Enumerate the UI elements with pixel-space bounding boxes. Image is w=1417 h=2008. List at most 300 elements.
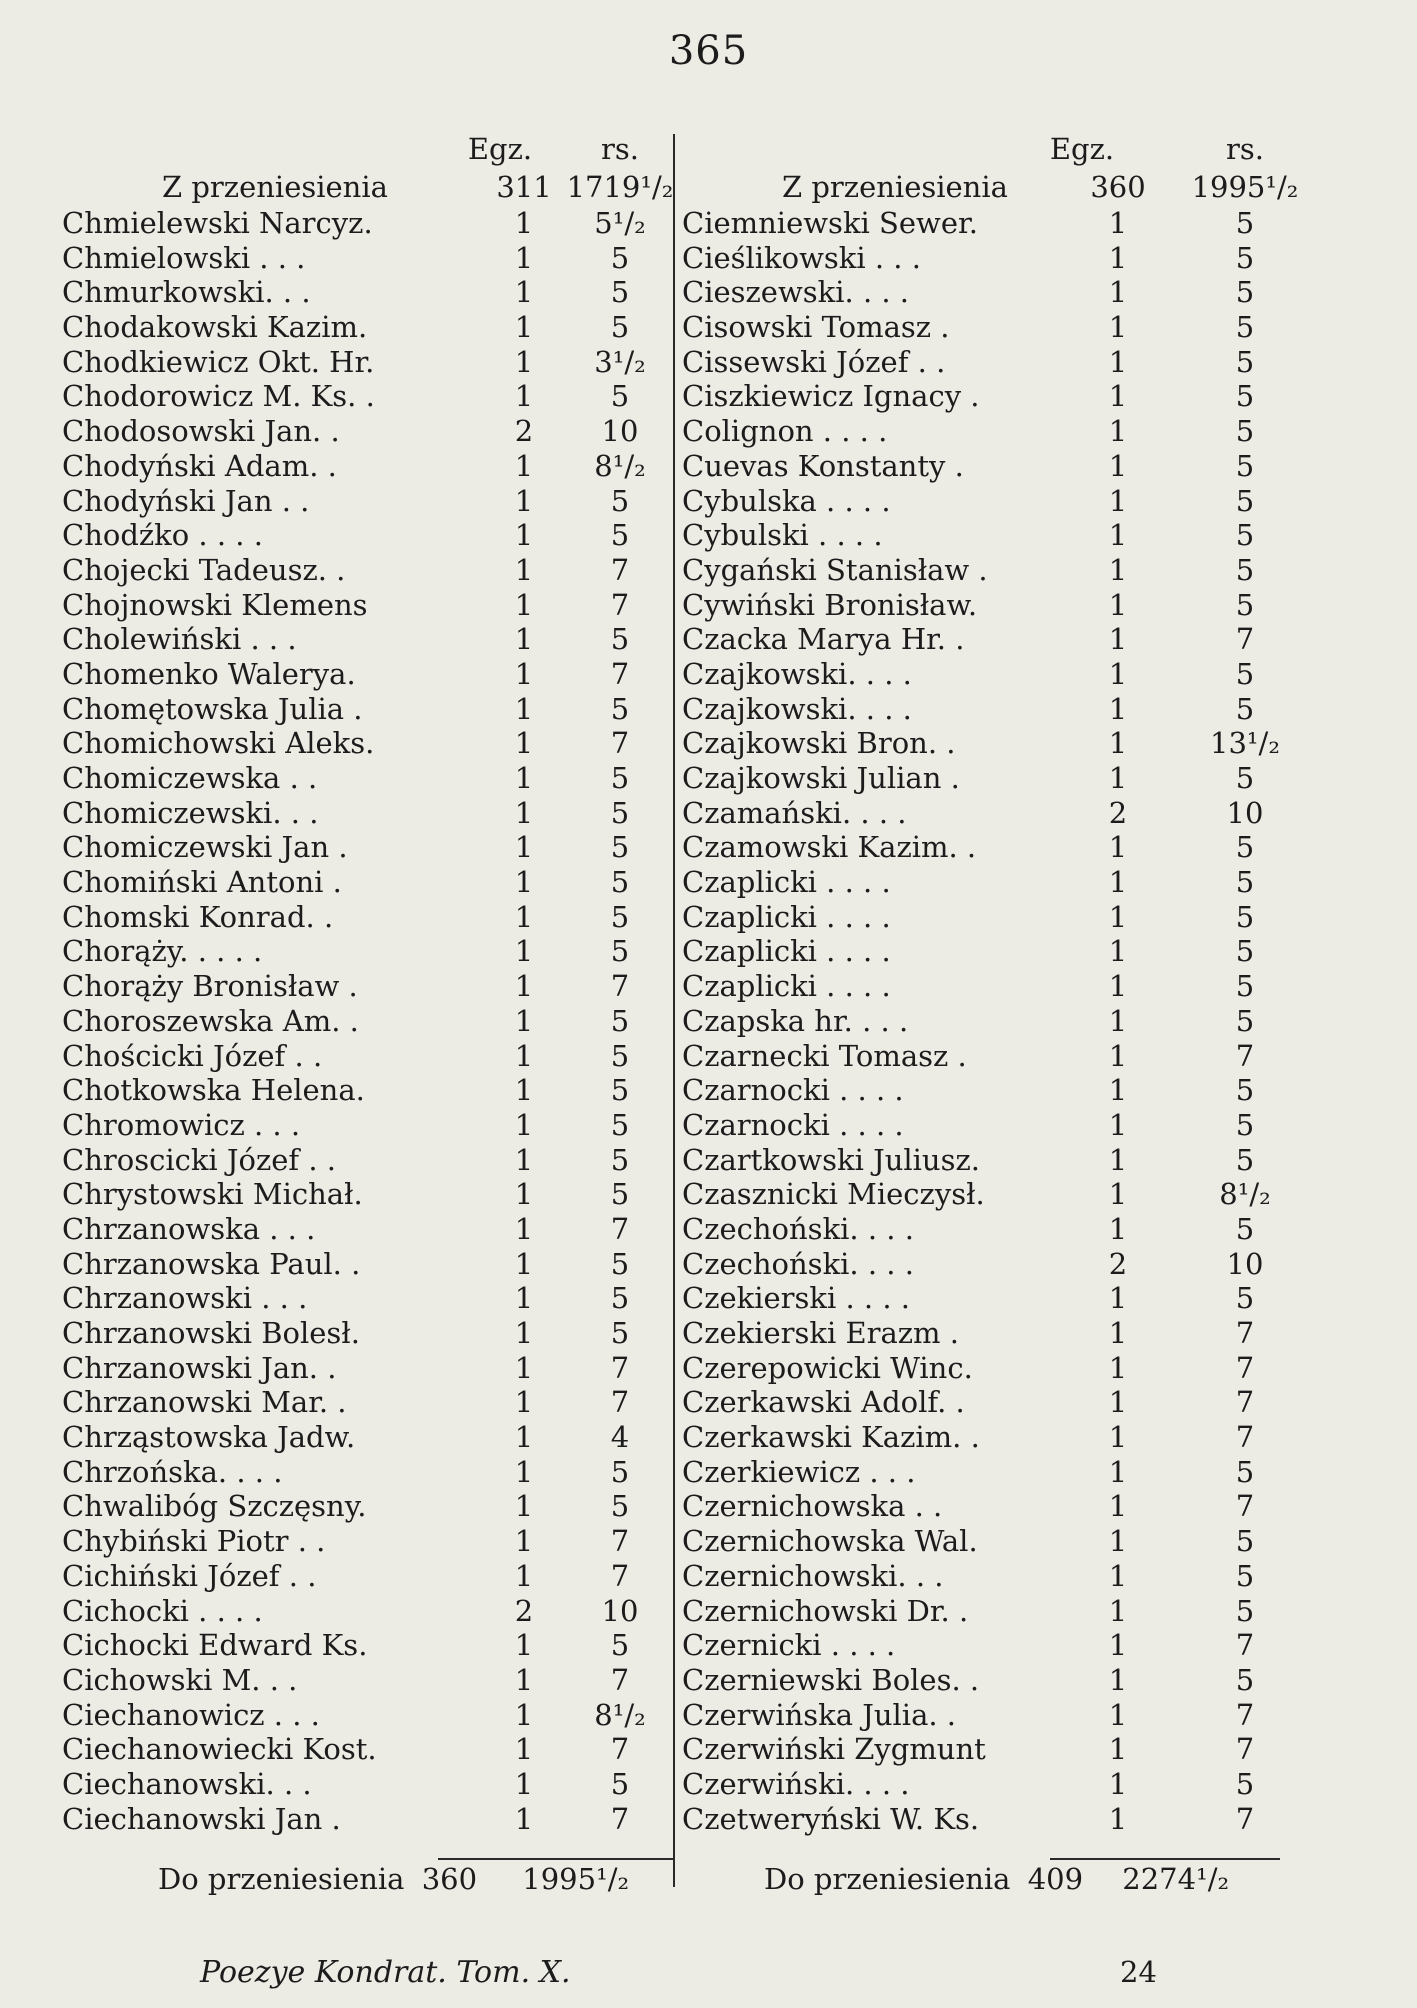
cell-egz: 1	[1108, 1558, 1128, 1593]
cell-egz: 1	[1108, 1697, 1128, 1732]
cell-rs: 5	[610, 1628, 630, 1663]
cell-rs: 7	[1235, 1420, 1255, 1455]
right-column	[682, 130, 1299, 1836]
right-header-rs: rs.	[1226, 132, 1264, 166]
cell-egz: 1	[514, 1281, 534, 1316]
cell-name: Ciechanowiecki Kost.	[62, 1732, 377, 1767]
cell-name: Czajkowski Julian .	[682, 761, 960, 795]
cell-name: Cieślikowski . . .	[682, 240, 921, 275]
table-row	[62, 241, 666, 276]
cell-rs: 5	[1235, 483, 1255, 518]
cell-name: Cybulska . . . .	[682, 483, 891, 518]
cell-egz: 1	[1108, 1454, 1128, 1489]
cell-egz: 2	[1108, 795, 1128, 830]
cell-rs: 5	[1235, 552, 1255, 587]
table-row	[62, 1559, 666, 1594]
cell-rs: 10	[601, 414, 639, 449]
cell-rs: 5	[1235, 1073, 1255, 1108]
cell-egz: 1	[514, 1142, 534, 1177]
cell-name: Czajkowski. . . .	[682, 691, 912, 726]
table-row	[682, 1281, 1294, 1316]
cell-egz: 1	[514, 275, 534, 310]
cell-rs: 5	[610, 1489, 630, 1524]
cell-rs: 5	[1235, 934, 1255, 969]
cell-egz: 1	[514, 587, 534, 622]
cell-egz: 1	[514, 310, 534, 345]
cell-name: Czerwiński Zygmunt	[682, 1732, 986, 1767]
cell-rs: 5	[610, 275, 630, 310]
cell-egz: 1	[1108, 310, 1128, 345]
cell-egz: 1	[1108, 1766, 1128, 1801]
cell-rs: 5	[610, 483, 630, 518]
table-row	[682, 657, 1294, 692]
cell-egz: 1	[1108, 1801, 1128, 1836]
table-row	[62, 1802, 666, 1837]
cell-name: Chwalibóg Szczęsny.	[62, 1489, 367, 1524]
cell-name: Chomiczewski Jan .	[62, 830, 348, 865]
table-row	[62, 1489, 666, 1524]
cell-name: Chodkiewicz Okt. Hr.	[62, 344, 375, 379]
cell-egz: 1	[514, 483, 534, 518]
table-row	[682, 1073, 1294, 1108]
cell-name: Ciemniewski Sewer.	[682, 206, 978, 240]
left-carry-out-row	[158, 1862, 629, 1896]
cell-name: Chotkowska Helena.	[62, 1073, 365, 1108]
table-row	[682, 206, 1294, 241]
left-carry-in-egz: 311	[496, 170, 552, 204]
cell-name: Czerwiński. . . .	[682, 1766, 910, 1801]
cell-egz: 1	[1108, 1662, 1128, 1697]
cell-name: Chybiński Piotr . .	[62, 1524, 326, 1559]
cell-rs: 5	[610, 1073, 630, 1108]
cell-name: Czerniewski Boles. .	[682, 1662, 980, 1697]
table-row	[682, 379, 1294, 414]
cell-rs: 5	[1235, 656, 1255, 691]
cell-name: Chomenko Walerya.	[62, 656, 356, 691]
cell-rs: 5	[610, 518, 630, 553]
table-row	[62, 900, 666, 935]
cell-rs: 5	[1235, 1766, 1255, 1801]
cell-egz: 1	[514, 1316, 534, 1350]
cell-egz: 1	[1108, 691, 1128, 726]
cell-rs: 8¹/₂	[594, 1697, 646, 1732]
cell-egz: 1	[1108, 656, 1128, 691]
cell-egz: 1	[514, 865, 534, 900]
left-carry-out-rs: 1995¹/₂	[522, 1862, 630, 1896]
cell-rs: 5	[1235, 206, 1255, 240]
cell-name: Chomichowski Aleks.	[62, 726, 375, 761]
table-row	[62, 275, 666, 310]
cell-rs: 7	[610, 1524, 630, 1559]
cell-name: Czarnecki Tomasz .	[682, 1038, 967, 1073]
table-row	[682, 1316, 1294, 1351]
cell-name: Cygański Stanisław .	[682, 552, 988, 587]
table-row	[682, 1420, 1294, 1455]
cell-name: Czaplicki . . . .	[682, 899, 891, 934]
cell-egz: 1	[1108, 1385, 1128, 1420]
cell-name: Czamański. . . .	[682, 795, 907, 830]
table-row	[682, 1143, 1294, 1178]
cell-name: Chomski Konrad. .	[62, 899, 334, 934]
left-header-egz: Egz.	[467, 132, 533, 166]
cell-rs: 7	[1235, 1316, 1255, 1350]
cell-rs: 5	[1235, 1281, 1255, 1316]
right-sum-rule	[1050, 1858, 1280, 1860]
cell-egz: 1	[1108, 448, 1128, 483]
cell-egz: 1	[1108, 240, 1128, 275]
cell-name: Chromowicz . . .	[62, 1107, 301, 1142]
cell-rs: 5	[1235, 1593, 1255, 1628]
cell-name: Czernicki . . . .	[682, 1628, 896, 1663]
cell-rs: 7	[1235, 1350, 1255, 1385]
cell-name: Czacka Marya Hr. .	[682, 622, 965, 657]
cell-name: Czernichowski Dr. .	[682, 1593, 969, 1628]
table-row	[62, 1351, 666, 1386]
cell-egz: 1	[514, 761, 534, 795]
table-row	[62, 1698, 666, 1733]
table-row	[62, 1316, 666, 1351]
cell-egz: 2	[514, 1593, 534, 1628]
table-row	[682, 1108, 1294, 1143]
table-row	[62, 1420, 666, 1455]
table-row	[62, 1281, 666, 1316]
cell-egz: 1	[514, 830, 534, 865]
cell-rs: 5	[610, 795, 630, 830]
cell-egz: 1	[514, 1211, 534, 1246]
cell-egz: 1	[1108, 865, 1128, 900]
table-row	[62, 345, 666, 380]
cell-egz: 1	[1108, 518, 1128, 553]
table-row	[682, 414, 1294, 449]
table-row	[682, 1767, 1294, 1802]
cell-rs: 5	[1235, 1558, 1255, 1593]
table-row	[682, 1039, 1294, 1074]
table-row	[62, 1177, 666, 1212]
cell-name: Chojecki Tadeusz. .	[62, 552, 346, 587]
cell-egz: 1	[514, 726, 534, 761]
cell-name: Chomiczewski. . .	[62, 795, 319, 830]
table-row	[682, 1698, 1294, 1733]
cell-egz: 1	[1108, 1524, 1128, 1559]
cell-name: Chrystowski Michał.	[62, 1177, 363, 1212]
table-row	[62, 726, 666, 761]
table-row	[62, 865, 666, 900]
table-row	[62, 553, 666, 588]
cell-rs: 10	[1226, 795, 1264, 830]
cell-name: Chościcki Józef . .	[62, 1038, 323, 1073]
cell-rs: 5	[610, 240, 630, 275]
cell-name: Czartkowski Juliusz.	[682, 1142, 980, 1177]
cell-name: Czamowski Kazim. .	[682, 830, 977, 865]
cell-name: Chomiński Antoni .	[62, 865, 342, 900]
table-row	[682, 588, 1294, 623]
cell-rs: 7	[610, 1211, 630, 1246]
cell-rs: 7	[610, 726, 630, 761]
right-carry-in-rs: 1995¹/₂	[1191, 170, 1299, 204]
cell-egz: 1	[514, 240, 534, 275]
cell-rs: 7	[1235, 1697, 1255, 1732]
right-carry-in-label: Z przeniesienia	[782, 170, 1008, 204]
table-row	[62, 1212, 666, 1247]
cell-rs: 5	[610, 691, 630, 726]
cell-egz: 1	[1108, 622, 1128, 657]
cell-rs: 5	[1235, 1662, 1255, 1697]
table-row	[682, 865, 1294, 900]
cell-egz: 1	[1108, 726, 1128, 761]
table-row	[682, 761, 1294, 796]
cell-rs: 5	[1235, 587, 1255, 622]
cell-egz: 1	[1108, 483, 1128, 518]
cell-name: Cholewiński . . .	[62, 622, 297, 657]
cell-rs: 5	[610, 1766, 630, 1801]
table-row	[62, 449, 666, 484]
cell-egz: 2	[514, 414, 534, 449]
cell-egz: 1	[1108, 1003, 1128, 1038]
cell-rs: 5	[1235, 1107, 1255, 1142]
cell-rs: 7	[1235, 1489, 1255, 1524]
cell-rs: 5	[610, 865, 630, 900]
cell-name: Czapska hr. . . .	[682, 1003, 909, 1038]
right-carry-in-row	[682, 168, 1299, 206]
cell-egz: 1	[1108, 1038, 1128, 1073]
cell-name: Czerwińska Julia. .	[682, 1697, 957, 1732]
table-row	[682, 726, 1294, 761]
cell-name: Chmielowski . . .	[62, 240, 306, 275]
table-row	[62, 588, 666, 623]
cell-name: Cichowski M. . .	[62, 1662, 298, 1697]
cell-rs: 5	[1235, 448, 1255, 483]
cell-name: Ciechanowicz . . .	[62, 1697, 320, 1732]
table-row	[682, 553, 1294, 588]
cell-egz: 1	[514, 1489, 534, 1524]
cell-rs: 7	[610, 552, 630, 587]
cell-name: Ciechanowski Jan .	[62, 1801, 341, 1836]
cell-rs: 7	[610, 969, 630, 1004]
cell-name: Czernichowski. . .	[682, 1558, 944, 1593]
cell-egz: 1	[514, 1801, 534, 1836]
table-row	[682, 518, 1294, 553]
cell-rs: 5	[610, 899, 630, 934]
cell-egz: 1	[514, 1662, 534, 1697]
table-row	[62, 934, 666, 969]
cell-egz: 1	[1108, 1489, 1128, 1524]
table-row	[682, 1559, 1294, 1594]
cell-name: Czaplicki . . . .	[682, 969, 891, 1004]
table-row	[62, 1767, 666, 1802]
cell-rs: 5¹/₂	[594, 206, 646, 240]
right-carry-out-egz: 409	[1027, 1862, 1084, 1896]
cell-rs: 7	[1235, 1628, 1255, 1663]
cell-rs: 5	[610, 934, 630, 969]
cell-name: Czetweryński W. Ks.	[682, 1801, 980, 1836]
cell-rs: 7	[610, 1732, 630, 1767]
table-row	[682, 900, 1294, 935]
cell-name: Czechoński. . . .	[682, 1211, 914, 1246]
right-carry-out-label: Do przeniesienia	[764, 1862, 1011, 1896]
cell-name: Czaplicki . . . .	[682, 934, 891, 969]
right-header-egz: Egz.	[1049, 132, 1115, 166]
table-row	[62, 1247, 666, 1282]
table-row	[62, 206, 666, 241]
table-row	[682, 1385, 1294, 1420]
cell-name: Chrząstowska Jadw.	[62, 1420, 356, 1455]
table-row	[682, 1247, 1294, 1282]
cell-egz: 1	[514, 1732, 534, 1767]
cell-name: Chodyński Adam. .	[62, 448, 337, 483]
cell-rs: 5	[1235, 830, 1255, 865]
cell-egz: 1	[514, 206, 534, 240]
table-row	[62, 1004, 666, 1039]
cell-name: Cichocki Edward Ks.	[62, 1628, 368, 1663]
cell-rs: 5	[610, 310, 630, 345]
table-row	[62, 692, 666, 727]
cell-rs: 5	[1235, 691, 1255, 726]
cell-rs: 7	[610, 587, 630, 622]
cell-egz: 2	[1108, 1246, 1128, 1281]
cell-egz: 1	[514, 379, 534, 414]
table-row	[62, 1108, 666, 1143]
cell-egz: 1	[1108, 1211, 1128, 1246]
cell-rs: 7	[610, 1662, 630, 1697]
cell-egz: 1	[1108, 587, 1128, 622]
cell-name: Chrzońska. . . .	[62, 1454, 283, 1489]
cell-name: Chodakowski Kazim.	[62, 310, 368, 345]
cell-egz: 1	[1108, 969, 1128, 1004]
table-row	[682, 1489, 1294, 1524]
table-row	[62, 518, 666, 553]
cell-egz: 1	[1108, 934, 1128, 969]
left-carry-in-rs: 1719¹/₂	[566, 170, 674, 204]
cell-egz: 1	[1108, 1107, 1128, 1142]
cell-rs: 7	[1235, 1732, 1255, 1767]
cell-egz: 1	[514, 1558, 534, 1593]
cell-name: Czernichowska . .	[682, 1489, 943, 1524]
cell-egz: 1	[1108, 552, 1128, 587]
cell-rs: 5	[610, 379, 630, 414]
cell-name: Chomętowska Julia .	[62, 691, 363, 726]
table-row	[682, 1004, 1294, 1039]
cell-name: Chrzanowski . . .	[62, 1281, 308, 1316]
cell-egz: 1	[514, 795, 534, 830]
cell-egz: 1	[514, 1038, 534, 1073]
cell-rs: 10	[601, 1593, 639, 1628]
cell-rs: 10	[1226, 1246, 1264, 1281]
table-row	[62, 830, 666, 865]
cell-name: Chorąży. . . . .	[62, 934, 263, 969]
table-row	[62, 657, 666, 692]
left-entry-list	[62, 206, 666, 1836]
table-row	[682, 622, 1294, 657]
cell-rs: 5	[1235, 1003, 1255, 1038]
cell-egz: 1	[514, 1073, 534, 1108]
cell-egz: 1	[514, 448, 534, 483]
cell-name: Cisowski Tomasz .	[682, 310, 950, 345]
table-row	[682, 1802, 1294, 1837]
cell-name: Czernichowska Wal.	[682, 1524, 978, 1559]
table-row	[682, 1455, 1294, 1490]
cell-egz: 1	[1108, 414, 1128, 449]
table-row	[682, 1177, 1294, 1212]
cell-rs: 7	[610, 1558, 630, 1593]
table-row	[682, 1594, 1294, 1629]
left-header-row	[62, 130, 666, 168]
cell-name: Chroscicki Józef . .	[62, 1142, 337, 1177]
cell-name: Chrzanowski Bolesł.	[62, 1316, 360, 1350]
table-row	[62, 310, 666, 345]
left-header-rs: rs.	[601, 132, 639, 166]
table-row	[682, 345, 1294, 380]
right-entry-list	[682, 206, 1294, 1836]
cell-egz: 1	[514, 622, 534, 657]
cell-egz: 1	[514, 1350, 534, 1385]
cell-egz: 1	[1108, 1732, 1128, 1767]
cell-name: Colignon . . . .	[682, 414, 888, 449]
cell-name: Czerkawski Adolf. .	[682, 1385, 965, 1420]
left-sum-rule	[438, 1858, 674, 1860]
table-row	[682, 1628, 1294, 1663]
cell-rs: 5	[1235, 518, 1255, 553]
cell-name: Cywiński Bronisław.	[682, 587, 978, 622]
cell-name: Czasznicki Mieczysł.	[682, 1177, 985, 1212]
table-row	[682, 241, 1294, 276]
cell-name: Ciszkiewicz Ignacy .	[682, 379, 980, 414]
footer-signature: 24	[1120, 1955, 1157, 1989]
cell-rs: 7	[1235, 622, 1255, 657]
table-row	[62, 1073, 666, 1108]
cell-name: Czajkowski Bron. .	[682, 726, 956, 761]
cell-rs: 5	[1235, 1524, 1255, 1559]
cell-name: Chodorowicz M. Ks. .	[62, 379, 375, 414]
cell-name: Chrzanowska . . .	[62, 1211, 316, 1246]
table-row	[62, 761, 666, 796]
cell-egz: 1	[514, 1385, 534, 1420]
cell-name: Chodźko . . . .	[62, 518, 263, 553]
cell-egz: 1	[1108, 1628, 1128, 1663]
cell-egz: 1	[1108, 899, 1128, 934]
cell-egz: 1	[1108, 275, 1128, 310]
cell-egz: 1	[514, 691, 534, 726]
cell-rs: 3¹/₂	[594, 344, 646, 379]
page-number: 365	[668, 28, 749, 74]
cell-name: Choroszewska Am. .	[62, 1003, 359, 1038]
table-row	[62, 1385, 666, 1420]
right-carry-out-rs: 2274¹/₂	[1122, 1862, 1230, 1896]
cell-egz: 1	[514, 552, 534, 587]
cell-rs: 7	[1235, 1038, 1255, 1073]
table-row	[62, 1455, 666, 1490]
cell-egz: 1	[514, 518, 534, 553]
cell-rs: 5	[1235, 899, 1255, 934]
cell-name: Cissewski Józef . .	[682, 344, 946, 379]
cell-name: Czarnocki . . . .	[682, 1107, 904, 1142]
cell-rs: 5	[1235, 1211, 1255, 1246]
cell-rs: 7	[610, 1350, 630, 1385]
cell-name: Cybulski . . . .	[682, 518, 883, 553]
table-row	[62, 1628, 666, 1663]
table-row	[682, 969, 1294, 1004]
cell-name: Chmurkowski. . .	[62, 275, 311, 310]
cell-egz: 1	[514, 1697, 534, 1732]
table-row	[62, 1524, 666, 1559]
cell-name: Cichiński Józef . .	[62, 1558, 317, 1593]
cell-egz: 1	[514, 1003, 534, 1038]
cell-rs: 5	[1235, 761, 1255, 795]
cell-name: Chrzanowski Mar. .	[62, 1385, 347, 1420]
cell-rs: 5	[610, 1142, 630, 1177]
cell-egz: 1	[514, 899, 534, 934]
cell-egz: 1	[1108, 1177, 1128, 1212]
cell-rs: 5	[610, 1246, 630, 1281]
